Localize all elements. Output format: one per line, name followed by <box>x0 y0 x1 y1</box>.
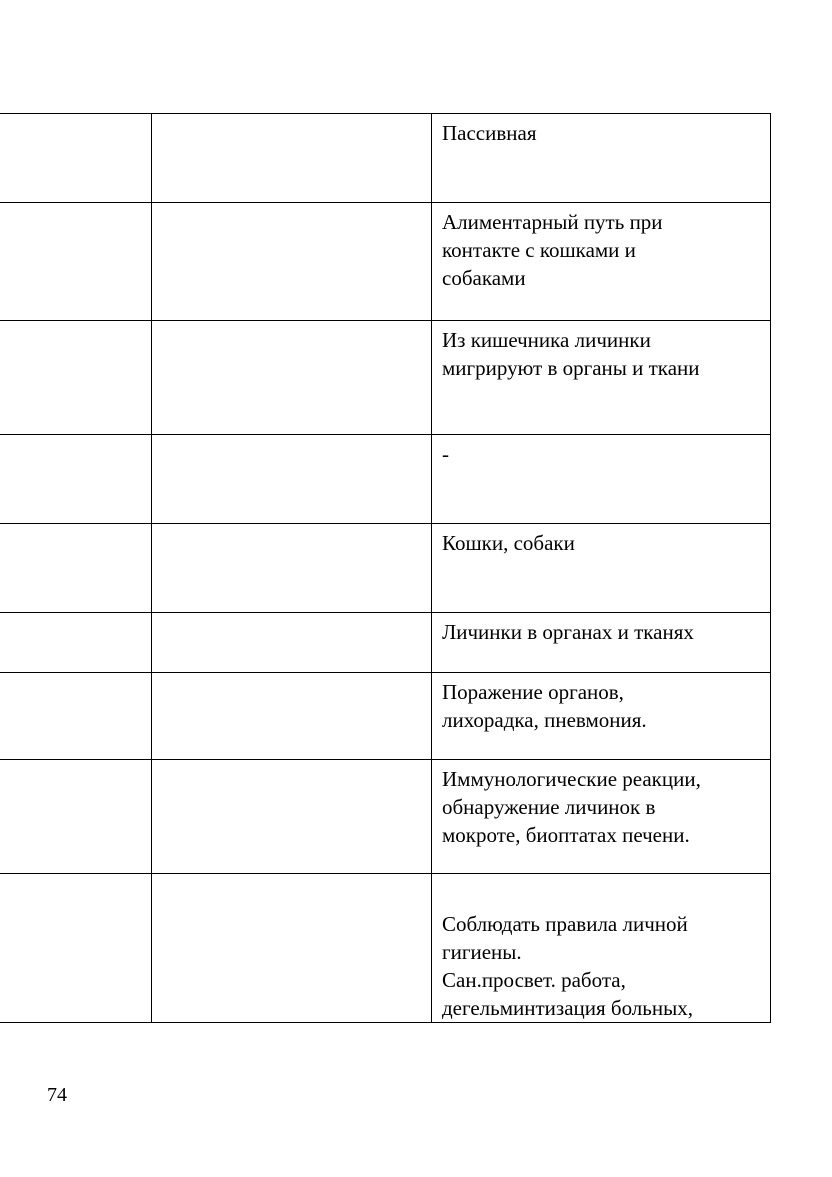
table-row <box>0 524 771 613</box>
table-cell-text <box>432 613 771 673</box>
table-cell-empty <box>0 435 152 524</box>
table-cell-empty <box>152 203 432 321</box>
cell-text-line: Из кишечника личинки <box>442 328 651 352</box>
table-row <box>0 203 771 321</box>
table-cell-empty <box>152 524 432 613</box>
table-cell-text <box>432 435 771 524</box>
table-row <box>0 114 771 203</box>
table-cell-text <box>432 321 771 435</box>
cell-text-line: обнаружение личинок в <box>442 795 656 819</box>
table-row <box>0 321 771 435</box>
cell-text-line: собаками <box>442 266 526 290</box>
table-cell-empty <box>0 203 152 321</box>
cell-text-line: Алиментарный путь при <box>442 210 663 234</box>
table-row <box>0 613 771 673</box>
cell-text-line: Соблюдать правила личной <box>442 912 688 936</box>
page-number: 74 <box>47 1084 67 1106</box>
table-cell-text <box>432 673 771 760</box>
table-cell-empty <box>0 524 152 613</box>
table-cell-empty <box>152 874 432 1023</box>
table-cell-empty <box>0 760 152 874</box>
table-cell-empty <box>152 435 432 524</box>
cell-text-line: Личинки в органах и тканях <box>442 620 694 644</box>
cell-text-line: мокроте, биоптатах печени. <box>442 823 690 847</box>
table-row <box>0 673 771 760</box>
table-cell-empty <box>0 874 152 1023</box>
table-cell-empty <box>152 114 432 203</box>
cell-text-line: Пассивная <box>442 121 537 145</box>
table-cell-text <box>432 874 771 1023</box>
table-row <box>0 874 771 1023</box>
cell-text-line: контакте с кошками и <box>442 238 636 262</box>
table-cell-text <box>432 114 771 203</box>
table-cell-empty <box>0 321 152 435</box>
cell-text-line: Кошки, собаки <box>442 531 575 555</box>
cell-text-line: гигиены. <box>442 940 522 964</box>
cell-text-line: дегельминтизация больных, <box>442 996 693 1020</box>
cell-top-spacing <box>442 879 764 910</box>
cell-text-line: лихорадка, пневмония. <box>442 708 647 732</box>
table-cell-empty <box>152 673 432 760</box>
table-row <box>0 760 771 874</box>
table-cell-empty <box>152 760 432 874</box>
table-cell-empty <box>0 673 152 760</box>
table-cell-text <box>432 524 771 613</box>
cell-text-line: Поражение органов, <box>442 680 624 704</box>
table-row <box>0 435 771 524</box>
cell-text-line: - <box>442 442 449 466</box>
table-cell-empty <box>152 321 432 435</box>
cell-text-line: Сан.просвет. работа, <box>442 968 626 992</box>
table-cell-text <box>432 760 771 874</box>
document-table <box>0 113 771 1023</box>
table-cell-empty <box>0 114 152 203</box>
cell-text-line: мигрируют в органы и ткани <box>442 356 700 380</box>
table-cell-empty <box>0 613 152 673</box>
table-cell-empty <box>152 613 432 673</box>
cell-text-line: Иммунологические реакции, <box>442 767 701 791</box>
table-cell-text <box>432 203 771 321</box>
